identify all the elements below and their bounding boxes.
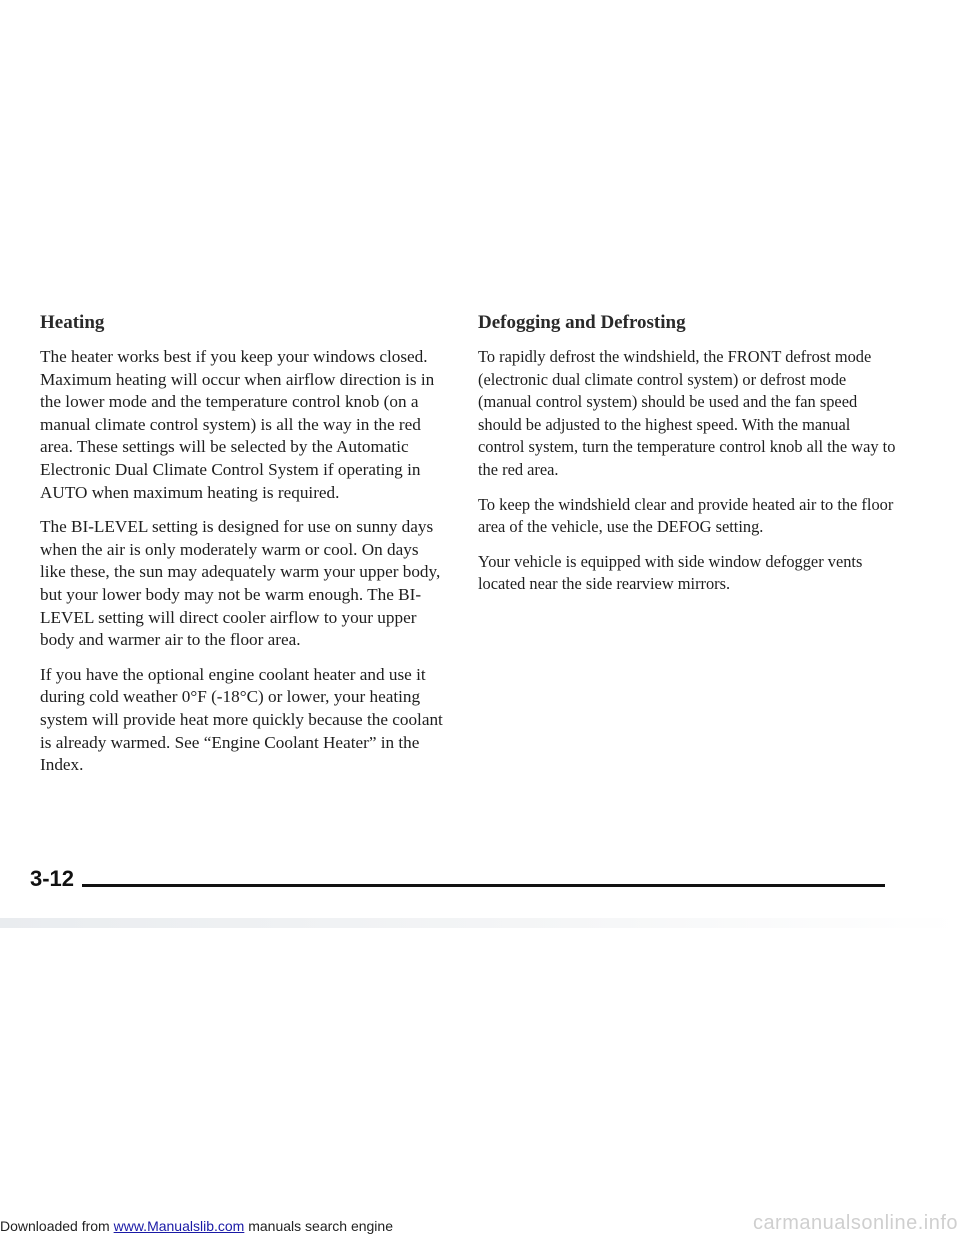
bottom-scan-band: [0, 918, 960, 928]
defogging-paragraph-1: To rapidly defrost the windshield, the FRONT defrost mode (electronic dual climate control system) or defrost mode (manual control system) should be used and the fan speed should be adjusted to the highest speed. With the manual control system, turn the temperature control knob all the way to the red area.: [478, 347, 896, 479]
defogging-heading: Defogging and Defrosting: [478, 312, 686, 333]
heating-paragraph-3: If you have the optional engine coolant heater and use it during cold weather 0°F (-18°C) or lower, your heating system will provide heat more quickly because the coolant is already warmed. See “Engine Coolant Heater” in the Index.: [40, 664, 443, 775]
download-watermark: [0, 1218, 393, 1234]
heating-heading: Heating: [40, 312, 105, 333]
heating-paragraph-2: The BI-LEVEL setting is designed for use on sunny days when the air is only moderately warm or cool. On days like these, the sun may adequately warm your upper body, but your lower body may not be warm enough. The BI-LEVEL setting will direct cooler airflow to your upper body and warmer air to the floor area.: [40, 517, 441, 650]
page-number: 3-12: [30, 866, 75, 891]
defogging-section: [478, 312, 898, 608]
manualslib-link[interactable]: www.Manualslib.com: [113, 1218, 245, 1234]
defogging-paragraph-3: Your vehicle is equipped with side window defogger vents located near the side rearview mirrors.: [478, 551, 863, 594]
defogging-paragraph-2: To keep the windshield clear and provide heated air to the floor area of the vehicle, use the DEFOG setting.: [478, 494, 894, 537]
watermark-prefix: Downloaded from: [0, 1218, 114, 1234]
heating-section: [40, 312, 445, 789]
heating-paragraph-1: The heater works best if you keep your windows closed. Maximum heating will occur when airflow direction is in the lower mode and the temperature control knob (on a manual climate control system) is all the way in the red area. These settings will be selected by the Automatic Electronic Dual Climate Control System if operating in AUTO when maximum heating is required.: [40, 347, 435, 502]
watermark-suffix: manuals search engine: [244, 1218, 393, 1234]
footer-rule-divider: [82, 884, 885, 887]
site-watermark: carmanualsonline.info: [752, 1212, 958, 1234]
